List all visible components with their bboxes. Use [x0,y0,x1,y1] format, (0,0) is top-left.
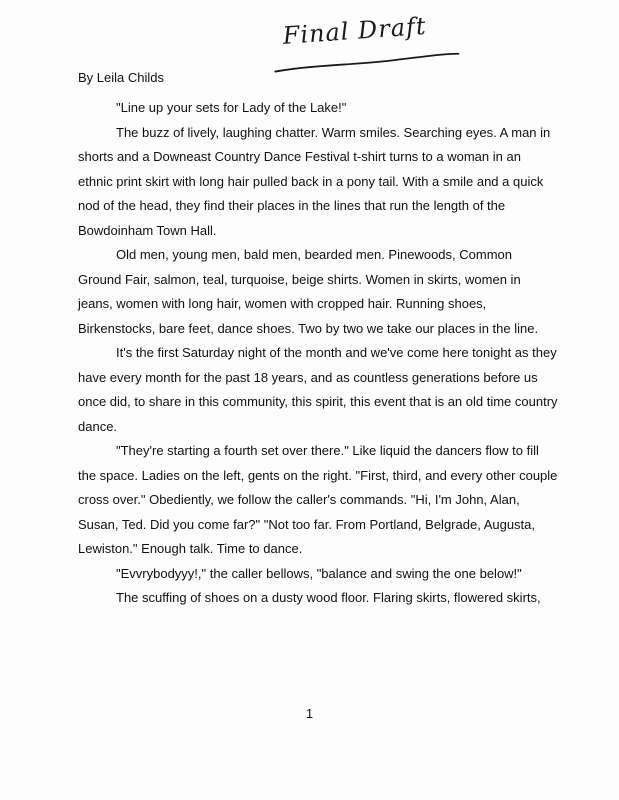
handwritten-title [282,10,454,62]
handwritten-title-text: Final Draft [281,11,428,50]
paragraph: "Line up your sets for Lady of the Lake!" [116,100,347,115]
paragraph: The scuffing of shoes on a dusty wood floor. Flaring skirts, flowered skirts, [116,590,541,605]
paragraph: It's the first Saturday night of the month and we've come here tonight as they have every month for the past 18 years, and as countless generations before us once did, to share in this community, this spirit, this event that is an old time country dance. [78,345,558,434]
byline: By Leila Childs [78,70,164,85]
paragraph: "Evvrybodyyy!," the caller bellows, "balance and swing the one below!" [116,565,522,581]
paragraph: Old men, young men, bald men, bearded men. Pinewoods, Common Ground Fair, salmon, teal, turquoise, beige shirts. Women in skirts, women in jeans, women with long hair, women with cropped hair. Running shoes, Birkenstocks, bare feet, dance shoes. Two by two we take our places in the line. [78,247,539,336]
body-text [78,96,558,611]
handwritten-underline [273,49,464,76]
paragraph: The buzz of lively, laughing chatter. Warm smiles. Searching eyes. A man in shorts and a Downeast Country Dance Festival t-shirt turns to a woman in an ethnic print skirt with long hair pulled back in a pony tail. With a smile and a quick nod of the head, they find their places in the lines that run the length of the Bowdoinham Town Hall. [78,124,551,238]
paragraph: "They're starting a fourth set over there." Like liquid the dancers flow to fill the space. Ladies on the left, gents on the right. "First, third, and every other couple cross over." Obediently, we follow the caller's commands. "Hi, I'm John, Alan, Susan, Ted. Did you come far?" "Not too far. From Portland, Belgrade, Augusta, Lewiston." Enough talk. Time to dance. [78,443,558,556]
page-number: 1 [305,706,314,721]
